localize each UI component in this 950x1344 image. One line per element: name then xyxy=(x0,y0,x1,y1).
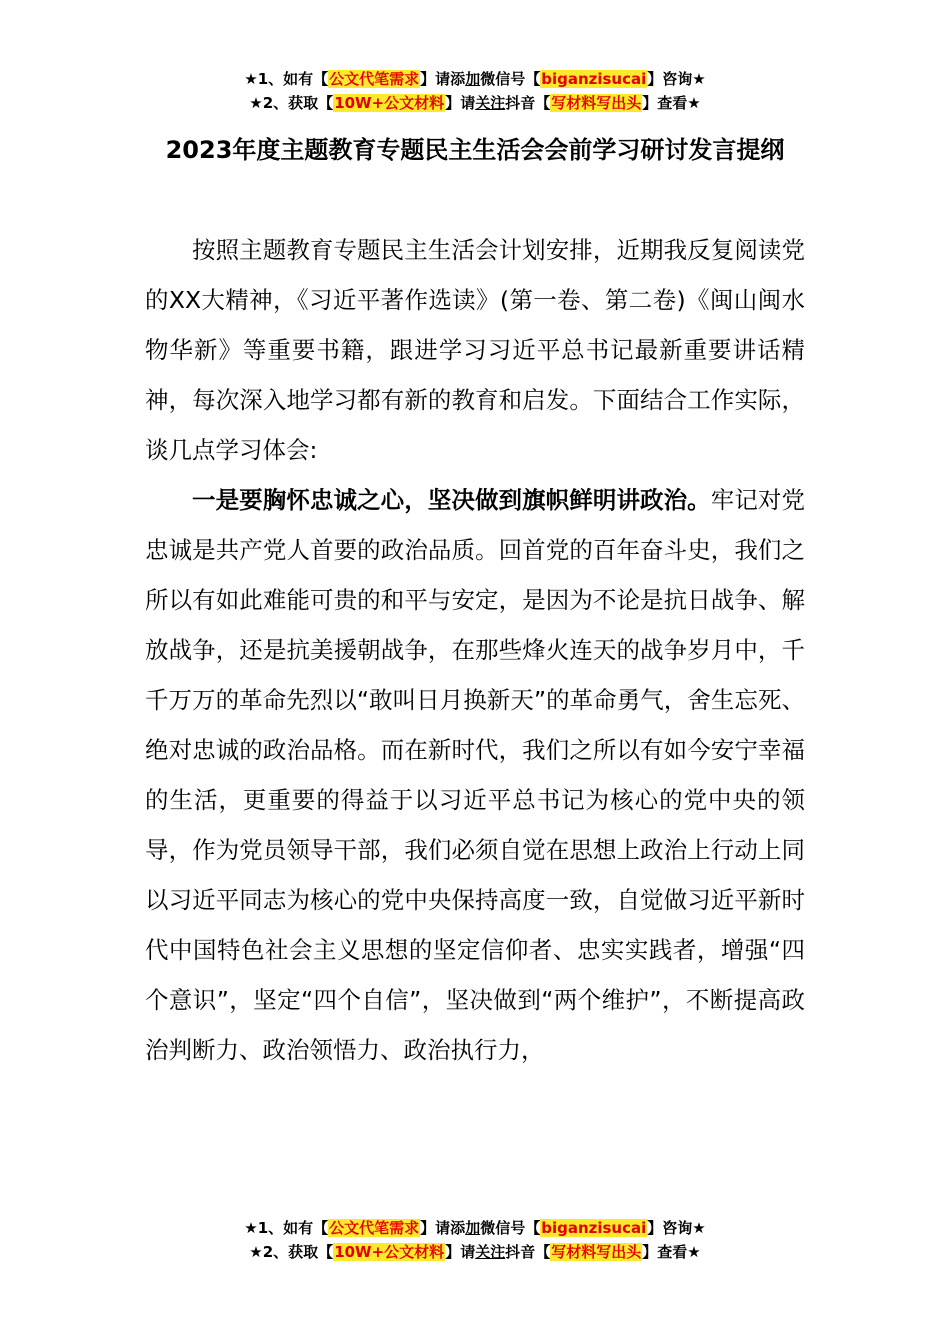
notice-line-2: ★2、获取【10W+公文材料】请关注抖音【写材料写出头】查看★ xyxy=(249,1243,701,1261)
highlight-materials: 10W+公文材料 xyxy=(334,1243,445,1261)
notice-line-1: ★1、如有【公文代笔需求】请添加微信号【biganzisucai】咨询★ xyxy=(244,70,706,88)
notice-line-1: ★1、如有【公文代笔需求】请添加微信号【biganzisucai】咨询★ xyxy=(244,1219,706,1237)
highlight-materials: 10W+公文材料 xyxy=(334,94,445,112)
paragraph-intro: 按照主题教育专题民主生活会计划安排，近期我反复阅读党的XX大精神，《习近平著作选读》(第一卷、第二卷)《闽山闽水物华新》等重要书籍，跟进学习习近平总书记最新重要讲话精神，每次深入地学习都有新的教育和启发。下面结合工作实际，谈几点学习体会: xyxy=(145,236,805,464)
highlight-service: 公文代笔需求 xyxy=(329,70,420,88)
point-one-text: 牢记对党忠诚是共产党人首要的政治品质。回首党的百年奋斗史，我们之所以有如此难能可贵的和平与安定，是因为不论是抗日战争、解放战争，还是抗美援朝战争，在那些烽火连天的战争岁月中，千千万万的革命先烈以“敢叫日月换新天”的革命勇气，舍生忘死、绝对忠诚的政治品格。而在新时代，我们之所以有如今安宁幸福的生活，更重要的得益于以习近平总书记为核心的党中央的领导，作为党员领导干部，我们必须自觉在思想上政治上行动上同以习近平同志为核心的党中央保持高度一致，自觉做习近平新时代中国特色社会主义思想的坚定信仰者、忠实实践者，增强“四个意识”，坚定“四个自信”，坚决做到“两个维护”，不断提高政治判断力、政治领悟力、政治执行力， xyxy=(145,486,806,1064)
paragraph-point-one xyxy=(145,475,805,1075)
highlight-service: 公文代笔需求 xyxy=(329,1219,420,1237)
header-notice xyxy=(0,67,950,115)
point-one-heading: 一是要胸怀忠诚之心，坚决做到旗帜鲜明讲政治。 xyxy=(192,486,711,514)
document-title: 2023年度主题教育专题民主生活会会前学习研讨发言提纲 xyxy=(165,136,785,164)
highlight-douyin: 写材料写出头 xyxy=(551,1243,642,1261)
document-body xyxy=(145,225,805,1075)
highlight-wechat-id: biganzisucai xyxy=(541,70,647,88)
highlight-douyin: 写材料写出头 xyxy=(551,94,642,112)
highlight-wechat-id: biganzisucai xyxy=(541,1219,647,1237)
footer-notice xyxy=(0,1216,950,1264)
notice-line-2: ★2、获取【10W+公文材料】请关注抖音【写材料写出头】查看★ xyxy=(249,94,701,112)
